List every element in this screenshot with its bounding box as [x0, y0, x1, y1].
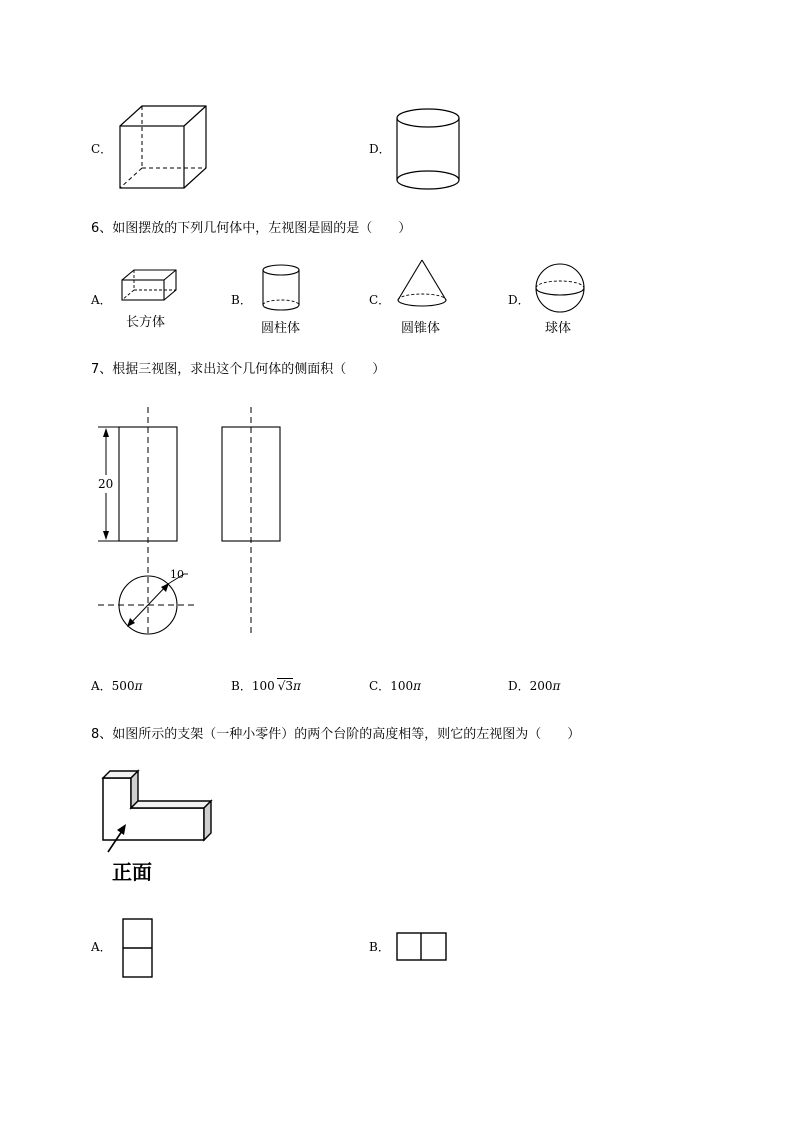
small-cylinder-figure	[262, 264, 300, 312]
q7-answer-b: B．100 √3π	[231, 679, 301, 693]
q5-option-c-label: C．	[91, 142, 113, 156]
q8-option-b-figure	[396, 932, 448, 962]
cube-figure	[118, 104, 208, 190]
front-direction-label: 正面	[112, 860, 152, 884]
q8-stem: 8、如图所示的支架（一种小零件）的两个台阶的高度相等，则它的左视图为（ ）	[91, 727, 581, 742]
q7-answer-d: D．200π	[508, 679, 561, 693]
side-view	[222, 427, 280, 541]
q6-caption-cone: 圆锥体	[401, 321, 441, 336]
front-view	[119, 427, 177, 541]
cylinder-figure	[396, 108, 460, 192]
q7-stem: 7、根据三视图，求出这个几何体的侧面积（ ）	[91, 362, 386, 377]
sphere-figure	[534, 262, 586, 314]
q7-answer-c: C．100π	[369, 679, 421, 693]
q6-caption-cuboid: 长方体	[126, 315, 166, 330]
q6-option-d-label: D．	[508, 293, 530, 307]
q6-caption-cylinder: 圆柱体	[261, 321, 301, 336]
q6-stem: 6、如图摆放的下列几何体中，左视图是圆的是（ ）	[91, 221, 412, 236]
bracket-figure	[100, 768, 216, 858]
q6-option-b-label: B．	[231, 293, 252, 307]
q5-option-d-label: D．	[369, 142, 391, 156]
height-dimension-label: 20	[98, 477, 114, 491]
q8-option-a-figure	[122, 918, 154, 978]
q6-option-a-label: A．	[91, 293, 112, 307]
q7-answer-a: A．500π	[91, 679, 143, 693]
cone-figure	[396, 258, 448, 310]
q8-option-b-label: B．	[369, 940, 390, 954]
q8-option-a-label: A．	[91, 940, 112, 954]
cuboid-figure	[120, 268, 178, 302]
three-view-drawing	[92, 405, 292, 641]
q6-option-c-label: C．	[369, 293, 391, 307]
q6-caption-sphere: 球体	[545, 321, 572, 336]
diameter-dimension-label: 10	[170, 568, 184, 581]
